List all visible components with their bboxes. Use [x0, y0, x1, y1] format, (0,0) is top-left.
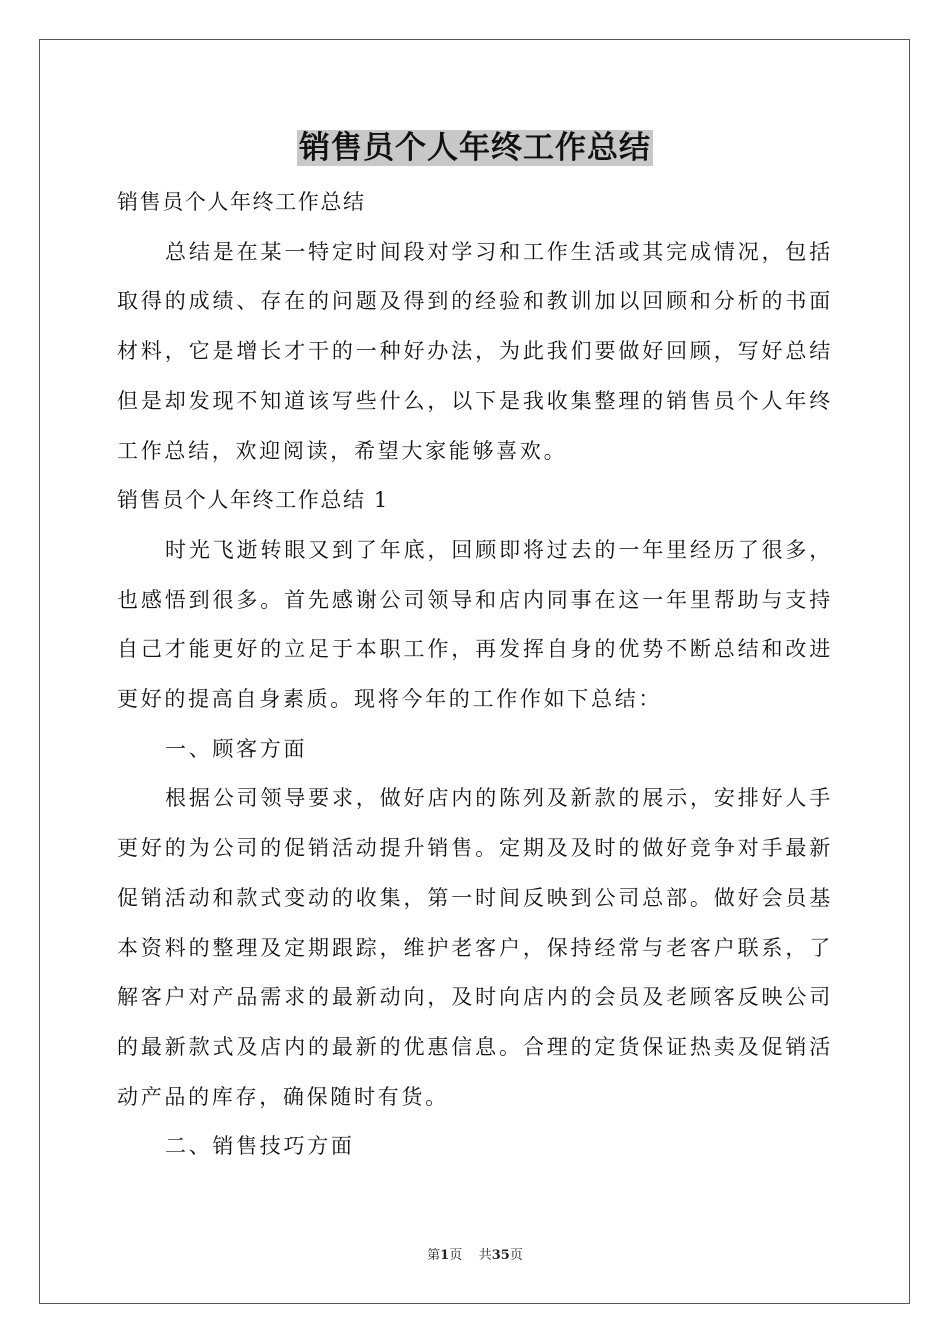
section-heading: 销售员个人年终工作总结 1	[117, 488, 389, 513]
page-suffix: 页	[449, 1248, 463, 1263]
section-paragraph: 时光飞逝转眼又到了年底，回顾即将过去的一年里经历了很多，也感悟到很多。首先感谢公司领导和店内同事在这一年里帮助与支持自己才能更好的立足于本职工作，再发挥自身的优势不断总结和改进更好的提高自身素质。现将今年的工作作如下总结：	[117, 537, 833, 712]
total-suffix: 页	[509, 1248, 523, 1263]
subsection-heading: 二、销售技巧方面	[165, 1134, 355, 1159]
page-number: 1	[440, 1248, 450, 1263]
document-subtitle: 销售员个人年终工作总结	[117, 190, 366, 214]
document-title	[0, 126, 950, 170]
total-prefix: 共	[478, 1248, 492, 1263]
page-footer	[0, 1247, 950, 1265]
page-prefix: 第	[427, 1248, 441, 1263]
subsection-paragraph: 根据公司领导要求，做好店内的陈列及新款的展示，安排好人手更好的为公司的促销活动提升销售。定期及及时的做好竞争对手最新促销活动和款式变动的收集，第一时间反映到公司总部。做好会员基本资料的整理及定期跟踪，维护老客户，保持经常与老客户联系，了解客户对产品需求的最新动向，及时向店内的会员及老顾客反映公司的最新款式及店内的最新的优惠信息。合理的定货保证热卖及促销活动产品的库存，确保随时有货。	[117, 786, 833, 1109]
document-title-text: 销售员个人年终工作总结	[299, 130, 651, 166]
intro-paragraph: 总结是在某一特定时间段对学习和工作生活或其完成情况，包括取得的成绩、存在的问题及得到的经验和教训加以回顾和分析的书面材料，它是增长才干的一种好办法，为此我们要做好回顾，写好总结但是却发现不知道该写些什么，以下是我收集整理的销售员个人年终工作总结，欢迎阅读，希望大家能够喜欢。	[117, 239, 833, 463]
subsection-heading: 一、顾客方面	[165, 736, 308, 761]
document-body	[117, 178, 833, 1172]
page-total: 35	[491, 1248, 510, 1263]
